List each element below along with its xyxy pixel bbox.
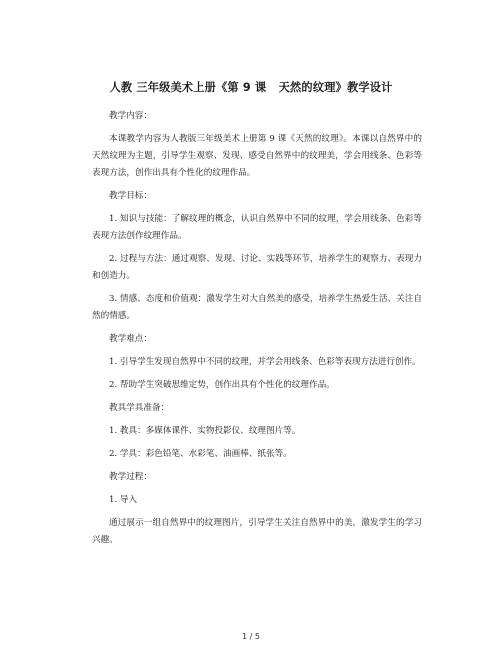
objective-item-2: 2. 过程与方法：通过观察、发现、讨论、实践等环节，培养学生的观察力、表现力和创造力。 bbox=[92, 254, 422, 281]
section-heading-materials: 教具学具准备： bbox=[109, 403, 170, 413]
section-heading-process: 教学过程： bbox=[109, 472, 152, 482]
document-title: 人教 三年级美术上册《第 9 课 天然的纹理》教学设计 bbox=[109, 81, 393, 94]
paragraph-content-description: 本课教学内容为人教版三年级美术上册第 9 课《天然的纹理》。本课以自然界中的天然纹理为主题，引导学生观察、发现、感受自然界中的纹理美，学会用线条、色彩等表现方法，创作出具有个性化的纹理作品。 bbox=[92, 134, 422, 178]
section-heading-objectives: 教学目标： bbox=[109, 191, 152, 201]
process-step-1-description: 通过展示一组自然界中的纹理图片，引导学生关注自然界中的美，激发学生的学习兴趣。 bbox=[92, 518, 422, 545]
difficulty-item-2: 2. 帮助学生突破思维定势，创作出具有个性化的纹理作品。 bbox=[109, 380, 335, 390]
process-step-1: 1. 导入 bbox=[109, 495, 138, 505]
objective-item-3: 3. 情感、态度和价值观：激发学生对大自然美的感受，培养学生热爱生活、关注自然的情感。 bbox=[92, 294, 422, 321]
page-number: 1 / 5 bbox=[242, 632, 260, 641]
document-body bbox=[92, 108, 422, 555]
difficulty-item-1: 1. 引导学生发现自然界中不同的纹理，并学会用线条、色彩等表现方法进行创作。 bbox=[109, 357, 421, 367]
section-heading-content: 教学内容： bbox=[109, 111, 152, 121]
objective-item-1: 1. 知识与技能：了解纹理的概念，认识自然界中不同的纹理，学会用线条、色彩等表现方法创作纹理作品。 bbox=[92, 214, 422, 241]
material-item-2: 2. 学具：彩色铅笔、水彩笔、油画棒、纸张等。 bbox=[109, 449, 292, 459]
material-item-1: 1. 教具：多媒体课件、实物投影仪、纹理图片等。 bbox=[109, 426, 301, 436]
section-heading-difficulties: 教学难点： bbox=[109, 334, 152, 344]
